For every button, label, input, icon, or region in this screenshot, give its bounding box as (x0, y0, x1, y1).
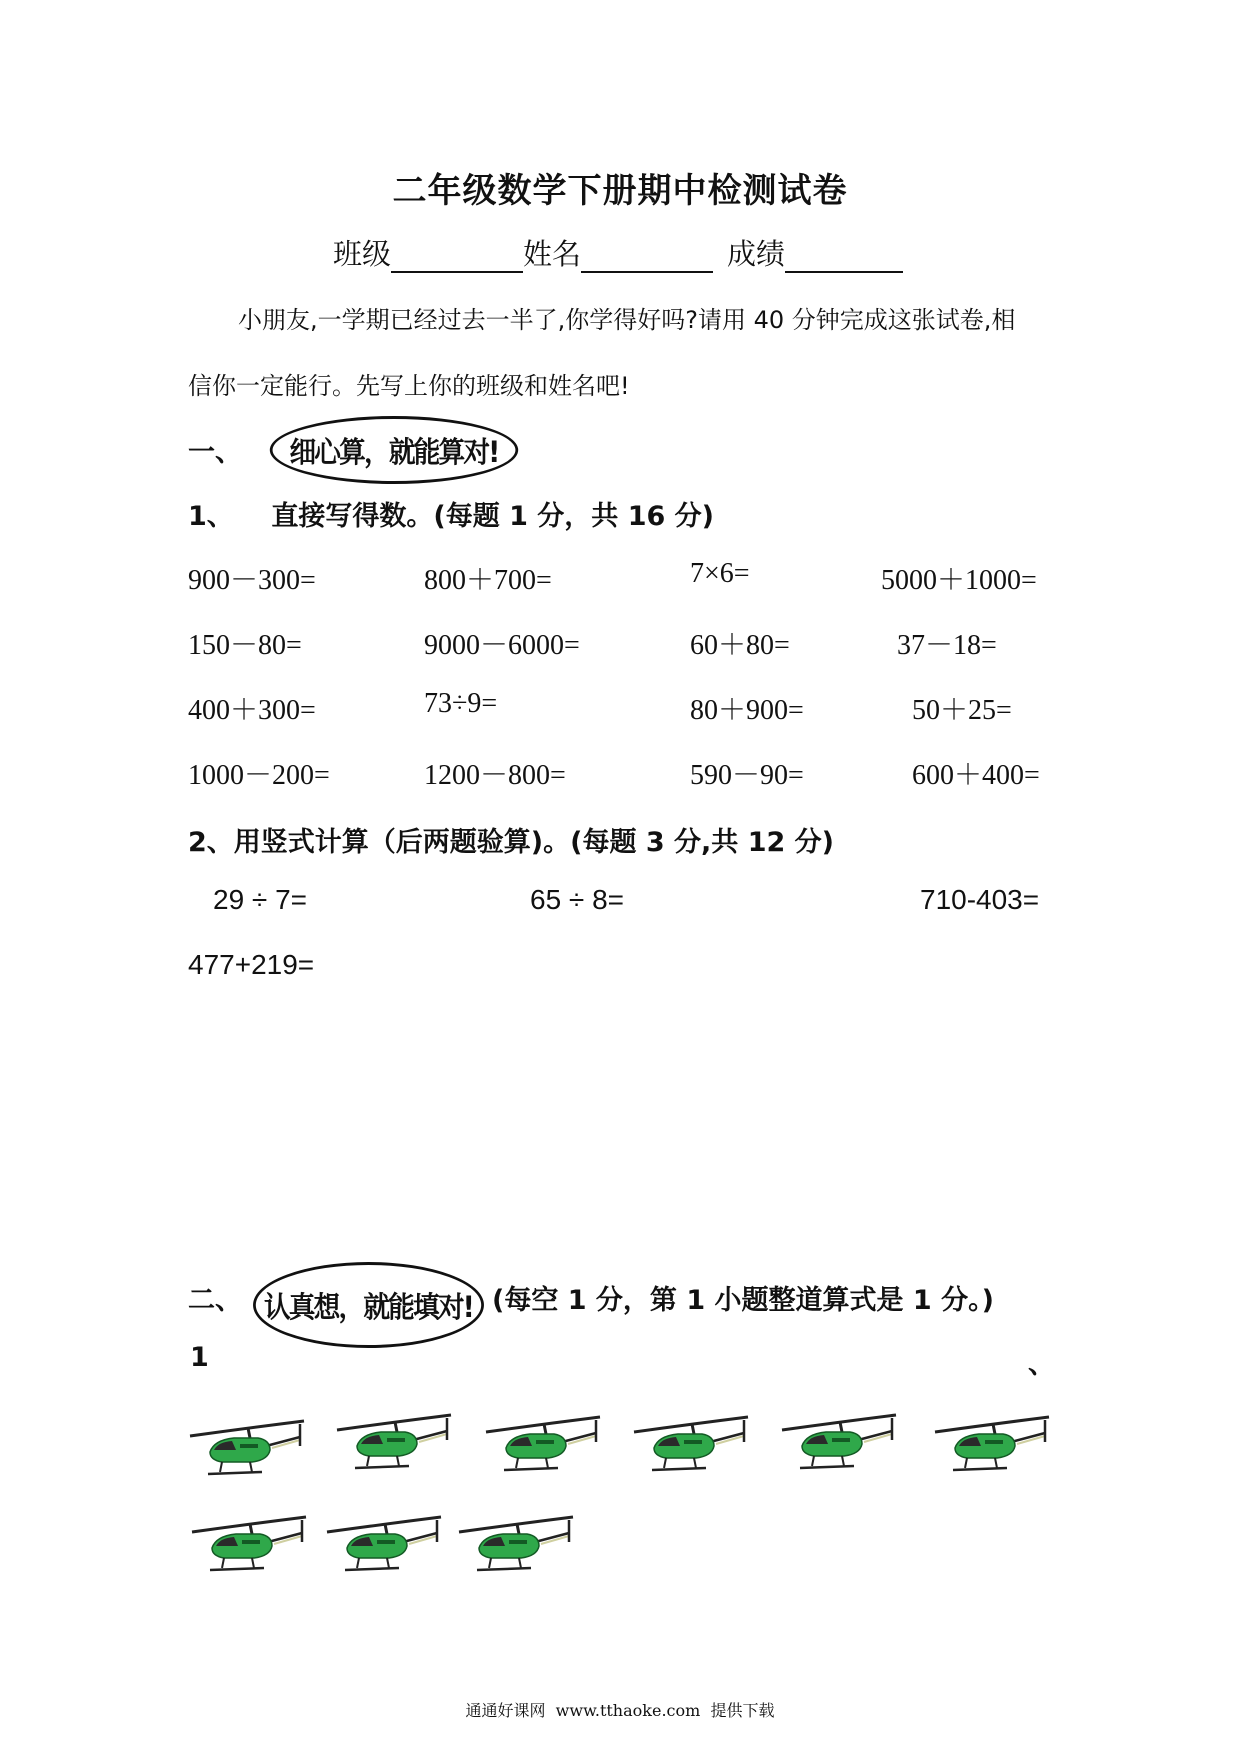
page-title: 二年级数学下册期中检测试卷 (392, 171, 848, 211)
section-1-bubble (270, 416, 518, 484)
helicopter-icon (457, 1500, 582, 1578)
q2-item: 65 ÷ 8= (530, 884, 624, 915)
q1-item: 800＋700= (424, 565, 552, 596)
section-2-q1-mark: 、 (1028, 1349, 1055, 1380)
helicopter-icon (190, 1500, 315, 1578)
name-label: 姓名 (523, 237, 582, 271)
q1-item: 400＋300= (188, 695, 316, 726)
q1-item: 5000＋1000= (881, 565, 1037, 596)
q1-item: 150－80= (188, 630, 302, 661)
helicopter-icon (188, 1404, 313, 1482)
q1-item: 60＋80= (690, 630, 790, 661)
section-2-number: 二、 (188, 1285, 242, 1316)
q1-item: 80＋900= (690, 695, 804, 726)
intro-line-2: 信你一定能行。先写上你的班级和姓名吧! (188, 372, 630, 400)
q1-item: 900－300= (188, 565, 316, 596)
class-name-score-line (333, 232, 903, 273)
q1-item: 9000－6000= (424, 630, 580, 661)
q1-item: 600＋400= (912, 760, 1040, 791)
helicopter-icon (325, 1500, 450, 1578)
q2-heading: 2、用竖式计算（后两题验算)。(每题 3 分,共 12 分) (188, 827, 835, 858)
helicopter-icon (484, 1400, 609, 1478)
class-label: 班级 (333, 237, 392, 271)
helicopter-icon (335, 1398, 460, 1476)
q2-item: 710-403= (920, 884, 1040, 915)
section-1-number: 一、 (188, 437, 242, 468)
helicopter-icon (933, 1400, 1058, 1478)
q2-item: 477+219= (188, 949, 315, 980)
q1-item: 50＋25= (912, 695, 1012, 726)
q1-item: 7×6= (690, 558, 750, 589)
q2-item: 29 ÷ 7= (213, 884, 307, 915)
helicopter-icon (780, 1398, 905, 1476)
q1-heading: 1、 直接写得数。(每题 1 分，共 16 分) (188, 501, 715, 532)
section-2-heading: (每空 1 分，第 1 小题整道算式是 1 分。) (492, 1285, 994, 1316)
name-blank[interactable] (581, 237, 713, 273)
q1-item: 1200－800= (424, 760, 566, 791)
q1-item: 1000－200= (188, 760, 330, 791)
section-2-bubble (253, 1262, 484, 1348)
intro-line-1: 小朋友,一学期已经过去一半了,你学得好吗?请用 40 分钟完成这张试卷,相 (238, 306, 1016, 334)
q1-item: 37－18= (897, 630, 997, 661)
section-2-q1-number: 1 (190, 1342, 209, 1373)
footer-text: 通通好课网 www.tthaoke.com 提供下载 (465, 1701, 775, 1720)
q1-item: 73÷9= (424, 688, 498, 719)
q1-item: 590－90= (690, 760, 804, 791)
class-blank[interactable] (391, 237, 523, 273)
score-blank[interactable] (785, 237, 903, 273)
helicopter-icon (632, 1400, 757, 1478)
section-2-bubble-text: 认真想，就能填对! (263, 1289, 474, 1324)
section-1-bubble-text: 细心算，就能算对! (289, 434, 499, 469)
score-label: 成绩 (727, 237, 786, 271)
